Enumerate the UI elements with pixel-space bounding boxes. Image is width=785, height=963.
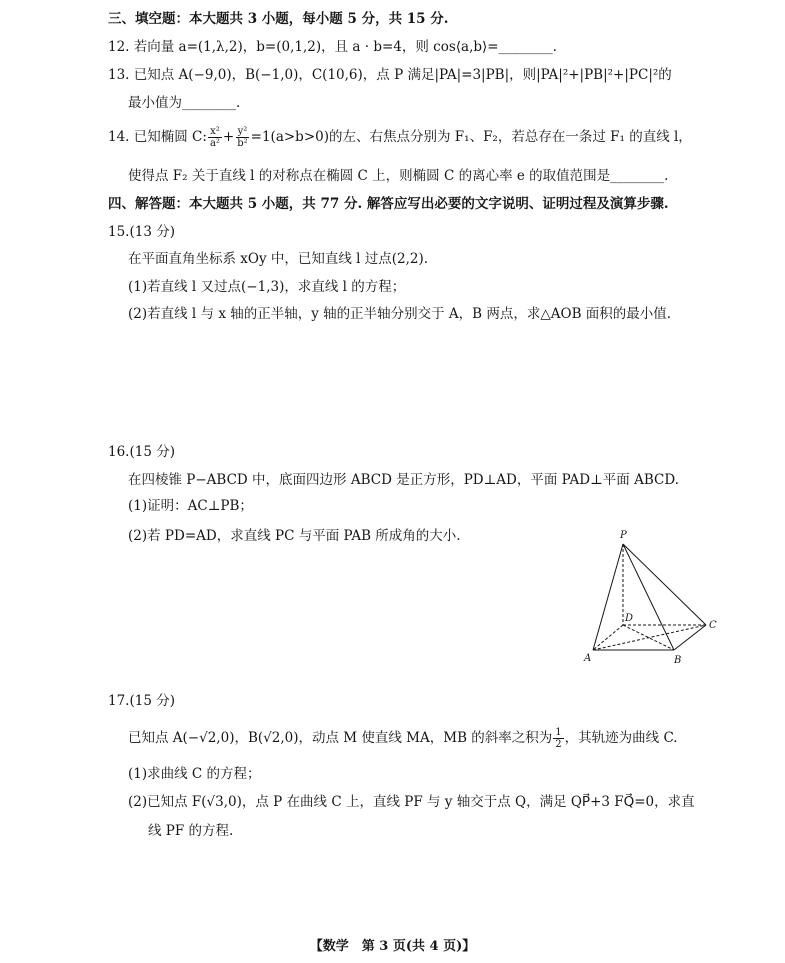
- label-c: C: [709, 620, 717, 631]
- q13-line2: 最小值为________.: [128, 95, 241, 111]
- q17-stem-before: 已知点 A(−√2,0)，B(√2,0)，动点 M 使直线 MA，MB 的斜率之积为: [128, 730, 553, 746]
- q17-part2-line2: 线 PF 的方程.: [148, 823, 234, 839]
- q15-part2: (2)若直线 l 与 x 轴的正半轴，y 轴的正半轴分别交于 A，B 两点，求△AOB 面积的最小值.: [128, 306, 672, 322]
- edge-bc: [674, 625, 706, 650]
- q14-a2: a²: [209, 138, 220, 149]
- diag-ac: [593, 625, 706, 650]
- q17-frac-d: 2: [555, 739, 562, 750]
- q14-line1: 14. 已知椭圆 C: $\frac{\text{x²}}{\text{a²}}$ + $\frac{\text{y²}}{\text{b²}}$ =1(a>b>0)的左、右焦点分别为 F₁、F₂，若总存在一条过 F₁ 的直线 l，: [108, 126, 692, 149]
- q14-b2: b²: [237, 138, 248, 149]
- q16-stem: 在四棱锥 P−ABCD 中，底面四边形 ABCD 是正方形，PD⊥AD，平面 PAD⊥平面 ABCD.: [128, 472, 679, 488]
- q12-text: 12. 若向量 a=(1,λ,2)，b=(0,1,2)，且 a · b=4，则 cos⟨a,b⟩=________.: [108, 39, 557, 55]
- label-d: D: [625, 613, 634, 624]
- q14-x2: x²: [210, 126, 220, 137]
- q17-part2-line1: (2)已知点 F(√3,0)，点 P 在曲线 C 上，直线 PF 与 y 轴交于点 Q，满足 QP⃗+3 FQ⃗=0，求直: [128, 794, 695, 810]
- q14-prefix: 14. 已知椭圆 C:: [108, 129, 207, 145]
- edge-pa: [593, 544, 623, 650]
- q14-suffix: =1(a>b>0)的左、右焦点分别为 F₁、F₂，若总存在一条过 F₁ 的直线 l，: [250, 129, 692, 145]
- q15-header: 15.(13 分): [108, 224, 175, 240]
- q17-stem: [128, 727, 678, 750]
- q13-line1: 13. 已知点 A(−9,0)，B(−1,0)，C(10,6)，点 P 满足|PA|=3|PB|，则|PA|²+|PB|²+|PC|²的: [108, 67, 672, 83]
- label-p: P: [620, 530, 627, 541]
- q15-stem: 在平面直角坐标系 xOy 中，已知直线 l 过点(2,2).: [128, 251, 429, 267]
- q14-frac-x: [208, 126, 222, 149]
- pyramid-figure: [578, 526, 723, 668]
- q16-part2: (2)若 PD=AD，求直线 PC 与平面 PAB 所成角的大小.: [128, 528, 461, 544]
- q14-frac-y: [235, 126, 249, 149]
- q15-part1: (1)若直线 l 又过点(−1,3)，求直线 l 的方程；: [128, 279, 406, 295]
- q16-part1: (1)证明：AC⊥PB；: [128, 498, 253, 514]
- q17-fraction: [553, 727, 563, 750]
- label-a: A: [584, 653, 592, 664]
- q17-part1: (1)求曲线 C 的方程；: [128, 766, 261, 782]
- label-b: B: [674, 655, 682, 666]
- edge-pc: [623, 544, 706, 625]
- q14-line2: 使得点 F₂ 关于直线 l 的对称点在椭圆 C 上，则椭圆 C 的离心率 e 的取值范围是________.: [128, 168, 669, 184]
- q17-frac-n: 1: [555, 727, 562, 738]
- q17-header: 17.(15 分): [108, 693, 175, 709]
- q17-stem-after: ，其轨迹为曲线 C.: [564, 730, 678, 746]
- section4-heading: 四、解答题：本大题共 5 小题，共 77 分. 解答应写出必要的文字说明、证明过程及演算步骤.: [108, 196, 669, 212]
- q16-header: 16.(15 分): [108, 444, 175, 460]
- page-footer: 【数学 第 3 页(共 4 页)】: [309, 939, 476, 954]
- section3-heading: 三、填空题：本大题共 3 小题，每小题 5 分，共 15 分.: [108, 11, 449, 27]
- q14-y2: y²: [237, 126, 248, 137]
